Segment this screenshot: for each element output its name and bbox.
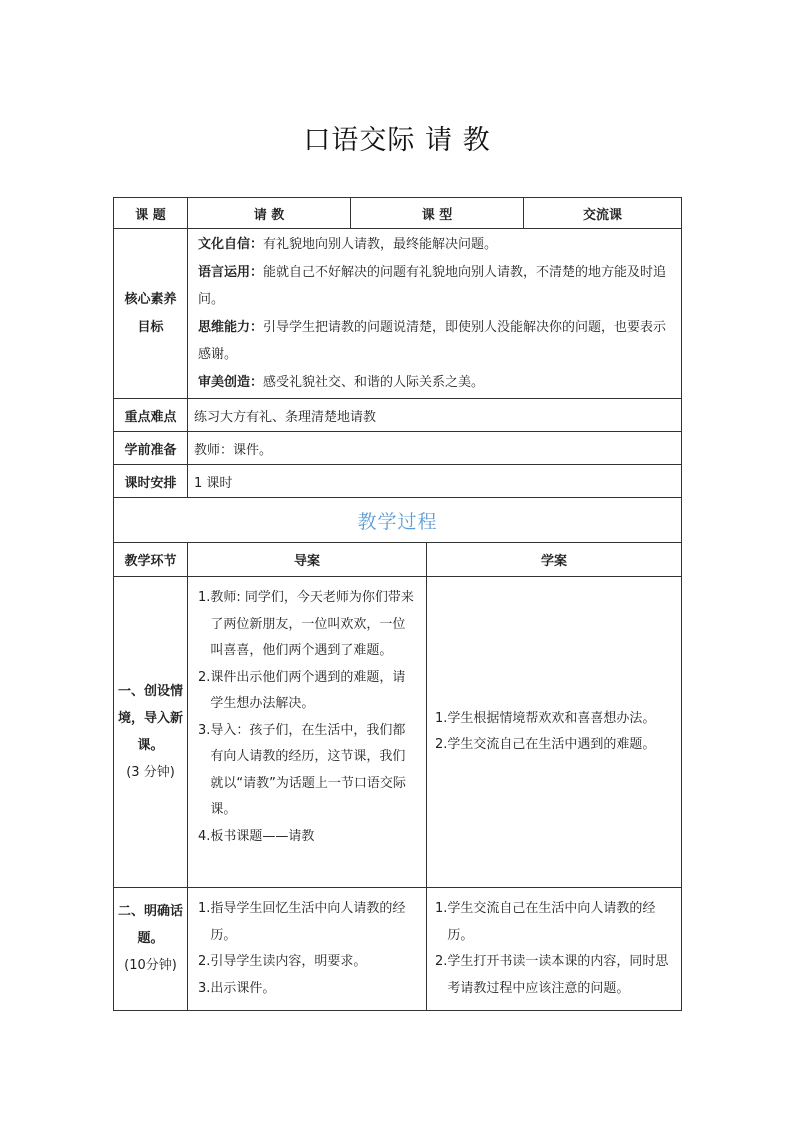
hours-row <box>114 465 682 498</box>
item-number: 3. <box>198 980 211 996</box>
stage-header: 教学环节 <box>114 543 188 577</box>
item-text: 指导学生回忆生活中向人请教的经历。 <box>210 901 406 943</box>
process-title: 教学过程 <box>114 498 682 543</box>
goals-row <box>114 229 682 399</box>
item-number: 2. <box>435 737 448 752</box>
stage-row <box>114 888 682 1011</box>
stage-name-cell <box>114 577 188 888</box>
goals-label-line2: 目标 <box>137 319 164 335</box>
guide-item <box>198 824 418 851</box>
guide-item <box>198 949 418 976</box>
goals-label <box>114 229 188 399</box>
hours-label: 课时安排 <box>114 465 188 498</box>
study-header: 学案 <box>427 543 682 577</box>
guide-cell <box>188 888 427 1011</box>
study-item <box>435 732 675 759</box>
goal-item <box>198 369 675 397</box>
item-text: 学生交流自己在生活中向人请教的经历。 <box>447 901 656 943</box>
item-number: 2. <box>198 954 211 969</box>
prep-value: 教师：课件。 <box>188 432 682 465</box>
study-item <box>435 706 675 733</box>
item-number: 1. <box>435 901 448 916</box>
goal-text: 能就自己不好解决的问题有礼貌地向别人请教，不清楚的地方能及时追问。 <box>198 264 667 307</box>
stage-name: 一、创设情境，导入新课。 <box>118 684 184 753</box>
type-value: 交流课 <box>524 198 682 229</box>
hours-value: 1 课时 <box>188 465 682 498</box>
item-text: 引导学生读内容，明要求。 <box>210 954 367 969</box>
goal-key: 语言运用： <box>198 264 264 280</box>
item-number: 1. <box>435 710 448 726</box>
study-cell <box>427 888 682 1011</box>
difficulty-row <box>114 399 682 432</box>
goal-text: 感受礼貌社交、和谐的人际关系之美。 <box>263 374 485 390</box>
guide-header: 导案 <box>188 543 427 577</box>
process-title-row <box>114 498 682 543</box>
guide-item <box>198 585 418 665</box>
lesson-label: 课 题 <box>114 198 188 229</box>
goal-item <box>198 231 675 259</box>
header-row <box>114 198 682 229</box>
item-text: 学生打开书读一读本课的内容，同时思考请教过程中应该注意的问题。 <box>447 954 669 996</box>
stage-row <box>114 577 682 888</box>
lesson-plan-table <box>113 197 682 1011</box>
process-header-row <box>114 543 682 577</box>
item-text: 板书课题——请教 <box>210 828 315 844</box>
goal-key: 审美创造： <box>198 374 264 390</box>
item-number: 2. <box>198 669 211 685</box>
item-number: 1. <box>198 901 211 916</box>
goal-text: 引导学生把请教的问题说清楚，即使别人没能解决你的问题，也要表示感谢。 <box>198 319 667 362</box>
guide-item <box>198 718 418 824</box>
guide-item <box>198 976 418 1003</box>
guide-item <box>198 665 418 718</box>
prep-label: 学前准备 <box>114 432 188 465</box>
item-text: 课件出示他们两个遇到的难题，请学生想办法解决。 <box>210 669 406 711</box>
item-text: 教师: 同学们，今天老师为你们带来了两位新朋友，一位叫欢欢，一位叫喜喜，他们两个遇到了难题。 <box>210 590 414 658</box>
stage-name: 二、明确话题。 <box>118 904 184 946</box>
stage-name-cell <box>114 888 188 1011</box>
page-title: 口语交际 请 教 <box>303 125 491 156</box>
item-number: 4. <box>198 828 211 844</box>
guide-item <box>198 896 418 949</box>
study-item <box>435 949 675 1002</box>
prep-row <box>114 432 682 465</box>
item-text: 导入：孩子们，在生活中，我们都有向人请教的经历，这节课，我们就以“请教”为话题上一节口语交际课。 <box>210 722 406 817</box>
study-cell <box>427 577 682 888</box>
item-number: 3. <box>198 722 211 738</box>
goal-item <box>198 314 675 369</box>
type-label: 课 型 <box>351 198 524 229</box>
difficulty-label: 重点难点 <box>114 399 188 432</box>
item-text: 学生交流自己在生活中遇到的难题。 <box>447 737 656 752</box>
goal-text: 有礼貌地向别人请教，最终能解决问题。 <box>263 237 498 252</box>
study-item <box>435 896 675 949</box>
difficulty-value: 练习大方有礼、条理清楚地请教 <box>188 399 682 432</box>
goal-key: 思维能力： <box>198 319 264 335</box>
item-number: 2. <box>435 954 448 969</box>
goal-item <box>198 259 675 314</box>
goal-key: 文化自信： <box>198 237 264 252</box>
lesson-value: 请 教 <box>188 198 351 229</box>
stage-time: (10分钟) <box>124 958 177 973</box>
item-text: 学生根据情境帮欢欢和喜喜想办法。 <box>447 710 656 726</box>
item-number: 1. <box>198 590 211 605</box>
guide-cell <box>188 577 427 888</box>
goals-label-line1: 核心素养 <box>124 291 177 307</box>
stage-time: (3 分钟) <box>126 765 175 780</box>
item-text: 出示课件。 <box>210 980 276 996</box>
goals-content <box>188 229 682 399</box>
